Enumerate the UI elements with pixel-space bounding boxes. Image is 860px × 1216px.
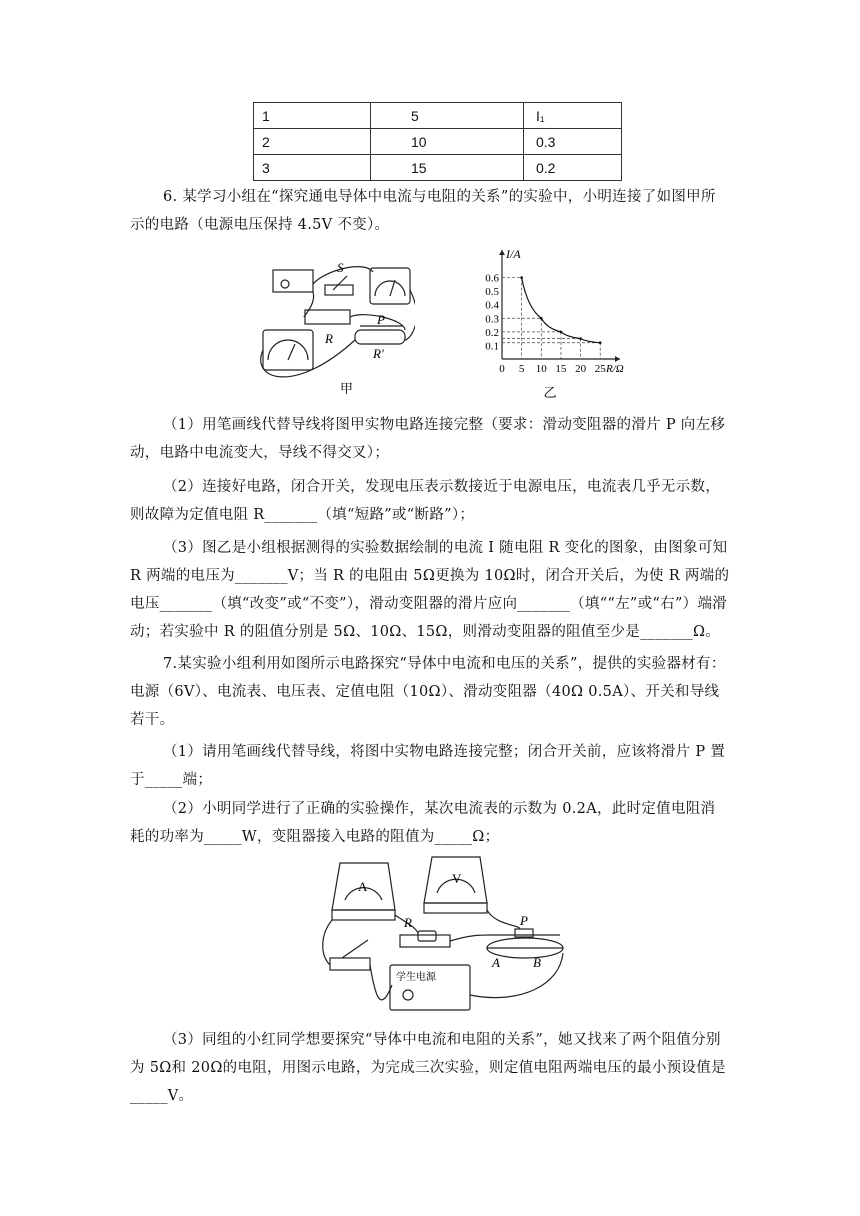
table-cell: 2 xyxy=(254,129,371,155)
q7-stem: 7.某实验小组利用如图所示电路探究“导体中电流和电压的关系”，提供的实验器材有：电源（6V）、电流表、电压表、定值电阻（10Ω）、滑动变阻器（40Ω 0.5A）、开关和导线若干。 xyxy=(130,656,726,728)
table-cell: 0.2 xyxy=(524,155,622,181)
table-cell: 5 xyxy=(371,103,524,129)
q6-sub3: （3）图乙是小组根据测得的实验数据绘制的电流 I 随电阻 R 变化的图象，由图象可知 R 两端的电压为_______V；当 R 的电阻由 5Ω更换为 10Ω时，闭合开关后，为使 R 两端的电压_______（填“改变”或“不变”），滑动变阻器的滑片应向_______（填““左”或“右”）端滑动；若实验中 R 的阻值分别是 5Ω、10Ω、15Ω，则滑动变阻器的阻值至少是_______Ω。 xyxy=(130,540,730,640)
data-table xyxy=(253,102,622,181)
label-P: P xyxy=(377,312,385,327)
figure-caption-yi: 乙 xyxy=(543,385,557,400)
label-voltmeter: V xyxy=(452,871,462,886)
table-cell: 10 xyxy=(371,129,524,155)
q7-sub1: （1）请用笔画线代替导线，将图中实物电路连接完整；闭合开关前，应该将滑片 P 置于_____端； xyxy=(130,744,726,788)
table-row xyxy=(254,103,622,129)
y-tick-label: 0.6 xyxy=(485,272,499,285)
y-tick-label: 0.3 xyxy=(485,313,499,326)
label-P: P xyxy=(520,913,528,928)
label-ammeter: A xyxy=(358,879,368,894)
q7-sub3: （3）同组的小红同学想要探究“导体中电流和电阻的关系”，她又找来了两个阻值分别为 5Ω和 20Ω的电阻，用图示电路，为完成三次实验，则定值电阻两端电压的最小预设值是_____V。 xyxy=(130,1032,726,1104)
data-point xyxy=(560,331,563,334)
data-point xyxy=(599,341,602,344)
table-cell: 15 xyxy=(371,155,524,181)
q6-stem: 6. 某学习小组在“探究通电导体中电流与电阻的关系”的实验中，小明连接了如图甲所示的电路（电源电压保持 4.5V 不变）。 xyxy=(130,189,716,233)
y-tick-label: 0.4 xyxy=(485,299,499,312)
table-cell: I₁ xyxy=(524,103,622,129)
y-tick-label: 0.5 xyxy=(485,286,499,299)
chart-yi xyxy=(470,244,630,404)
table-cell: 3 xyxy=(254,155,371,181)
y-axis-arrow-icon xyxy=(499,250,505,255)
data-point xyxy=(520,276,523,279)
table-cell: 0.3 xyxy=(524,129,622,155)
label-S: S xyxy=(337,260,344,275)
circuit-diagram-jia xyxy=(255,250,415,400)
q6-sub1: （1）用笔画线代替导线将图甲实物电路连接完整（要求：滑动变阻器的滑片 P 向左移动，电路中电流变大，导线不得交叉）； xyxy=(130,417,726,461)
figure-caption-jia: 甲 xyxy=(340,381,354,396)
x-axis-label: R/Ω xyxy=(606,363,624,375)
label-A-terminal: A xyxy=(492,955,500,970)
x-tick-label: 25 xyxy=(594,363,606,375)
y-tick-label: 0.2 xyxy=(485,326,499,339)
data-point xyxy=(579,337,582,340)
y-tick-label: 0.1 xyxy=(485,340,499,353)
x-axis-arrow-icon xyxy=(615,356,620,362)
q6-sub2: （2）连接好电路，闭合开关，发现电压表示数接近于电源电压，电流表几乎无示数，则故障为定值电阻 R_______（填“短路”或“断路”）； xyxy=(130,479,721,523)
q7-sub2: （2）小明同学进行了正确的实验操作，某次电流表的示数为 0.2A，此时定值电阻消耗的功率为_____W，变阻器接入电路的阻值为_____Ω； xyxy=(130,801,716,845)
label-R: R xyxy=(325,331,333,346)
x-tick-label: 5 xyxy=(518,363,525,375)
table-row xyxy=(254,129,622,155)
circuit-diagram-q7 xyxy=(320,855,580,1015)
x-tick-label: 10 xyxy=(535,363,547,375)
label-B-terminal: B xyxy=(533,955,541,970)
x-tick-label: 15 xyxy=(555,363,567,375)
label-Rp: R′ xyxy=(373,346,384,361)
x-tick-label: 20 xyxy=(575,363,587,375)
table-row xyxy=(254,155,622,181)
table-cell: 1 xyxy=(254,103,371,129)
label-R: R xyxy=(404,915,412,930)
x-tick-label: 0 xyxy=(499,363,505,375)
y-axis-label: I/A xyxy=(506,247,521,261)
label-power-supply: 学生电源 xyxy=(396,972,436,983)
data-point xyxy=(540,317,543,320)
